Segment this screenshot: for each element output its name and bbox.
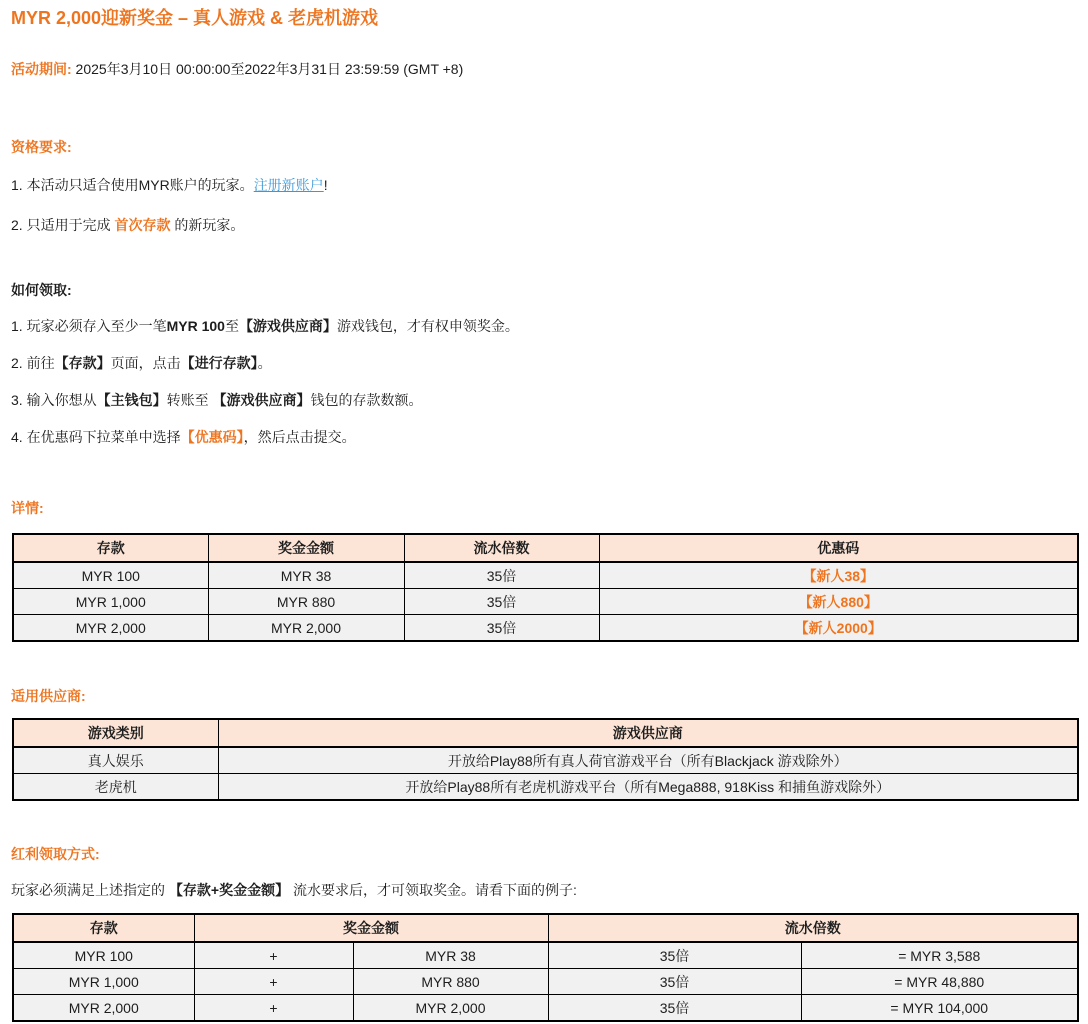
table-row [13,747,1078,774]
step-2-text: 2. 前往 [11,355,55,371]
table-cell: 35倍 [404,589,599,615]
step-3-main-wallet: 【主钱包】 [96,392,167,408]
bonus-header-deposit: 存款 [13,914,194,942]
table-cell: MYR 38 [353,942,548,969]
table-row [13,562,1078,589]
table-row [13,615,1078,642]
table-cell: MYR 38 [208,562,404,589]
step-1-provider: 【游戏供应商】 [238,318,337,334]
table-cell: MYR 880 [353,969,548,995]
table-cell: 35倍 [548,995,801,1022]
step-1-amount: MYR 100 [166,318,225,334]
table-row [13,942,1078,969]
table-cell: 35倍 [404,562,599,589]
promo-code-cell: 【新人2000】 [599,615,1078,642]
bonus-note [11,883,1077,898]
register-link[interactable]: 注册新账户 [253,177,324,193]
table-cell: 开放给Play88所有老虎机游戏平台（所有Mega888, 918Kiss 和捕鱼游戏除外） [218,774,1078,801]
table-cell: MYR 1,000 [13,589,208,615]
claim-step-3 [11,393,1077,408]
table-cell: MYR 100 [13,942,194,969]
step-3-suffix: 钱包的存款数额。 [310,392,423,408]
step-4-suffix: ，然后点击提交。 [243,429,356,445]
table-cell: 35倍 [548,942,801,969]
section-heading-claim: 如何领取: [11,282,72,298]
section-heading-details: 详情: [11,500,44,516]
eligibility-item-2-suffix: 的新玩家。 [170,217,245,233]
details-table [12,533,1079,642]
step-2-deposit: 【存款】 [54,355,111,371]
table-cell: MYR 2,000 [13,995,194,1022]
promo-period [11,62,1077,77]
claim-step-4 [11,430,1077,445]
table-cell: 35倍 [404,615,599,642]
table-row [13,589,1078,615]
bonus-example-table [12,913,1079,1022]
eligibility-item-1 [11,178,1077,193]
table-cell: MYR 2,000 [353,995,548,1022]
bonus-header-row [13,914,1078,942]
promo-page [0,8,1088,1022]
providers-header-row [13,719,1078,747]
step-2-suffix: 。 [257,355,272,371]
bonus-note-text: 玩家必须满足上述指定的 [11,882,169,898]
step-3-provider: 【游戏供应商】 [212,392,311,408]
step-2-mid: 页面，点击 [110,355,181,371]
bonus-header-turnover: 流水倍数 [548,914,1078,942]
section-heading-eligibility: 资格要求: [11,139,72,155]
step-1-mid: 至 [224,318,239,334]
step-1-text: 1. 玩家必须存入至少一笔 [11,318,167,334]
eligibility-item-2 [11,218,1077,233]
page-title: MYR 2,000迎新奖金 – 真人游戏 & 老虎机游戏 [11,8,379,28]
period-value: 2025年3月10日 00:00:00至2022年3月31日 23:59:59 (GMT +8) [71,61,464,77]
details-header-code: 优惠码 [599,534,1078,562]
table-row [13,995,1078,1022]
table-cell: + [194,969,353,995]
table-row [13,774,1078,801]
promo-code-cell: 【新人880】 [599,589,1078,615]
table-cell: MYR 2,000 [13,615,208,642]
period-label: 活动期间: [11,61,72,77]
claim-step-2 [11,356,1077,371]
step-3-mid: 转账至 [166,392,213,408]
table-cell: MYR 2,000 [208,615,404,642]
section-heading-bonus: 红利领取方式: [11,846,100,862]
table-cell: = MYR 3,588 [801,942,1078,969]
bonus-note-suffix: 流水要求后，才可领取奖金。请看下面的例子: [289,882,577,898]
table-cell: = MYR 48,880 [801,969,1078,995]
bonus-header-bonus: 奖金金额 [194,914,548,942]
table-cell: + [194,942,353,969]
first-deposit-highlight: 首次存款 [114,217,171,233]
table-cell: MYR 880 [208,589,404,615]
table-cell: 35倍 [548,969,801,995]
details-header-turnover: 流水倍数 [404,534,599,562]
step-2-make-deposit: 【进行存款】 [180,355,258,371]
eligibility-item-1-text: 1. 本活动只适合使用MYR账户的玩家。 [11,177,254,193]
table-cell: 老虎机 [13,774,218,801]
step-4-promo-code: 【优惠码】 [180,429,244,445]
claim-step-1 [11,319,1077,334]
details-header-deposit: 存款 [13,534,208,562]
providers-header-provider: 游戏供应商 [218,719,1078,747]
details-header-row [13,534,1078,562]
section-heading-providers: 适用供应商: [11,688,86,704]
providers-table [12,718,1079,801]
bonus-note-highlight: 【存款+奖金金额】 [168,882,290,898]
eligibility-item-2-text: 2. 只适用于完成 [11,217,115,233]
step-1-suffix: 游戏钱包，才有权申领奖金。 [336,318,519,334]
providers-header-category: 游戏类别 [13,719,218,747]
table-cell: = MYR 104,000 [801,995,1078,1022]
table-cell: MYR 100 [13,562,208,589]
promo-code-cell: 【新人38】 [599,562,1078,589]
table-cell: + [194,995,353,1022]
table-cell: 真人娱乐 [13,747,218,774]
step-4-text: 4. 在优惠码下拉菜单中选择 [11,429,181,445]
table-cell: MYR 1,000 [13,969,194,995]
table-row [13,969,1078,995]
table-cell: 开放给Play88所有真人荷官游戏平台（所有Blackjack 游戏除外） [218,747,1078,774]
step-3-text: 3. 输入你想从 [11,392,97,408]
details-header-bonus: 奖金金额 [208,534,404,562]
eligibility-item-1-suffix: ! [323,177,328,193]
